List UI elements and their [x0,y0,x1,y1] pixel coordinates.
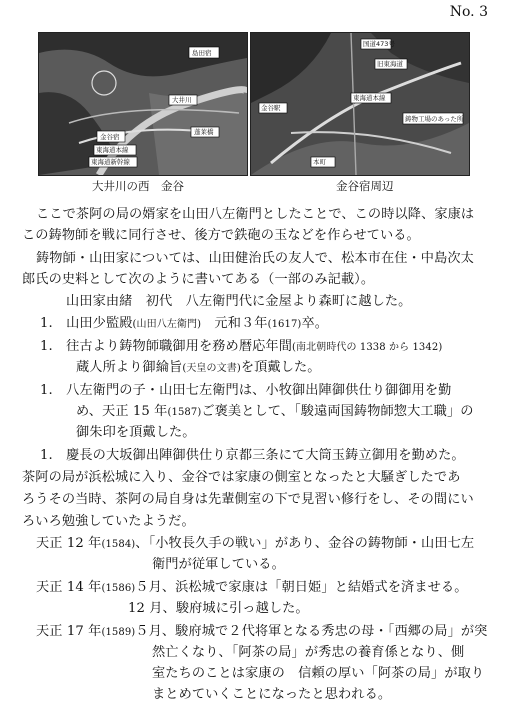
paragraph-3-line-1: 茶阿の局が浜松城に入り、金谷では家康の側室となったと大騒ぎしたであ [22,470,461,485]
item-3-text-b: め、天正 15 年 [76,404,168,419]
item-4-text: 慶長の大坂御出陣御供仕り京都三条にて大筒玉鋳立御用を勤めた。 [66,448,465,463]
item-1-year: (1617) [267,319,302,330]
item-3-line-1 [40,380,451,401]
item-2-text-c: を頂戴した。 [240,360,321,375]
timeline-1589-line-1 [36,621,487,643]
item-2-text-b: 蔵人所より御綸旨 [76,360,183,375]
paragraph-3-line-3: ろいろ勉強していたようだ。 [22,514,195,529]
item-3-line-2 [76,401,474,423]
item-1-text-a: 山田少監殿 [66,316,133,331]
item-3-text-c: ご褒美として、「駿遠両国鋳物師惣大工職」の [201,404,474,419]
timeline-1589-text: ５月、駿府城で２代将軍となる秀忠の母・「西郷の局」が突 [135,624,488,639]
item-3-text-a: 八左衛門の子・山田七左衛門は、小牧御出陣御供仕り御御用を勤 [66,383,452,398]
item-1-text-b: 元和３年 [201,316,268,331]
paragraph-1-line-1: ここで茶阿の局の婿家を山田八左衛門としたことで、この時以降、家康は [36,207,475,222]
timeline-1586-year-ad: (1586) [101,583,136,594]
timeline-1586-line-1 [36,577,467,599]
timeline-1586-year: 天正 14 年 [36,580,102,595]
timeline-1589-line-4: まとめていくことになったと思われる。 [152,687,392,702]
page-number: No. 3 [449,4,488,20]
paragraph-3-line-2: ろうその当時、茶阿の局自身は先輩側室の下で見習い修行をし、その間にい [22,492,474,507]
timeline-1589-line-3: 室たちのことは家康の 信頼の厚い「阿茶の局」が取り [152,666,485,681]
item-1-text-c: 卒。 [301,316,329,331]
timeline-1589-year-ad: (1589) [101,627,136,638]
label-shimada: 島田宿 [192,49,212,57]
timeline-1584-line-2: 衛門が従軍している。 [152,557,285,572]
label-kanaya-station: 金谷駅 [261,104,281,112]
item-2-note: (南北朝時代の 1338 から 1342) [291,342,443,353]
label-shinkansen: 東海道新幹線 [91,158,130,166]
item-2-line-2 [76,357,321,379]
item-3-number: 1. [40,383,53,398]
timeline-1584-text: 、「小牧長久手の戦い」があり、金谷の鋳物師・山田七左 [135,536,475,551]
label-tokaido-line: 東海道本線 [96,146,129,154]
timeline-1586-line-2: 12 月、駿府城に引っ越した。 [128,601,309,616]
paragraph-2-line-2: 郎氏の史料として次のように書いてある（一部のみ記載）。 [22,272,375,287]
item-1-note: (山田八左衛門) [132,319,202,330]
label-old-tokaido: 旧東海道 [377,60,403,68]
item-4-number: 1. [40,448,53,463]
photo-caption-right: 金谷宿周辺 [336,179,394,193]
label-route473: 国道473号 [363,40,395,48]
label-oigawa: 大井川 [172,96,192,104]
timeline-1586-text: ５月、浜松城で家康は「朝日姫」と結婚式を済ませる。 [135,580,468,595]
item-2-text-a: 往古より鋳物師職御用を務め暦応年間 [66,339,292,354]
timeline-1584-year: 天正 12 年 [36,536,102,551]
item-4 [40,445,465,466]
item-2-note-2: (天皇の文書) [182,363,241,374]
label-tokaido-line-2: 東海道本線 [353,94,386,102]
item-3-year: (1587) [167,407,202,418]
item-2-number: 1. [40,339,53,354]
aerial-photo-kanaya-west [38,32,248,176]
item-3-line-3: 御朱印を頂戴した。 [76,425,196,440]
paragraph-2-line-1: 鋳物師・山田家については、山田健治氏の友人で、松本市在住・中島次太 [36,251,474,266]
timeline-1584-year-ad: (1584) [101,539,136,550]
paragraph-1-line-2: この鋳物師を戦に同行させ、後方で鉄砲の玉などを作らせている。 [22,228,420,243]
item-1-number: 1. [40,316,53,331]
label-foundry-site: 鋳物工場のあった所 [405,115,464,123]
timeline-1584-line-1 [36,533,474,555]
lineage-heading: 山田家由緒 初代 八左衛門代に金屋より森町に越した。 [66,294,412,309]
label-horaibashi: 蓬莱橋 [194,128,214,136]
item-1 [40,313,328,335]
timeline-1589-year: 天正 17 年 [36,624,102,639]
label-honmachi: 本町 [313,158,326,166]
timeline-1589-line-2: 然亡くなり、「阿茶の局」が秀忠の養育係となり、側 [152,645,465,660]
aerial-photo-kanaya-juku [250,32,470,176]
item-2-line-1 [40,336,442,358]
label-kanaya-juku: 金谷宿 [100,133,120,141]
photo-caption-left: 大井川の西 金谷 [92,179,184,193]
